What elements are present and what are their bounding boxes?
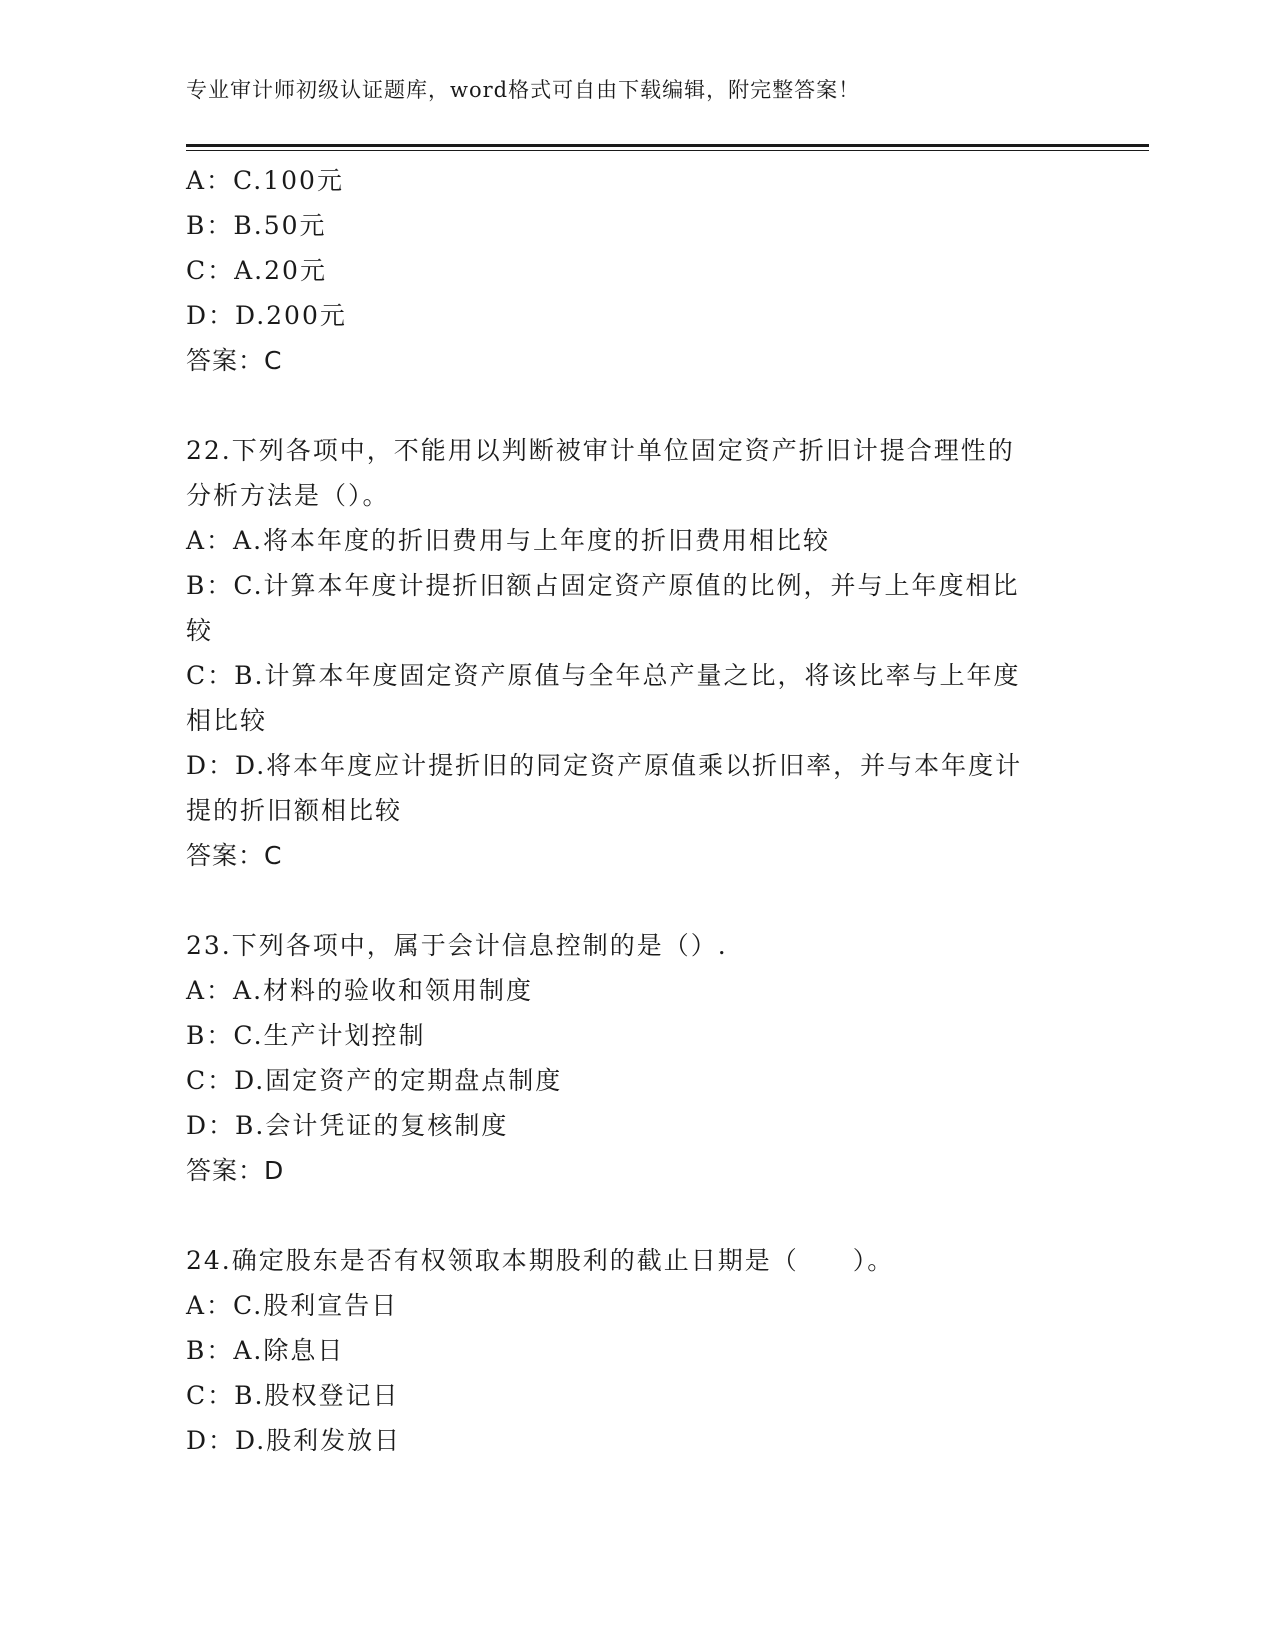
question-23 (186, 923, 1086, 1193)
question-21-options (186, 158, 1086, 383)
option-d: D：D.股利发放日 (186, 1426, 402, 1455)
option-c-continued: 相比较 (186, 706, 268, 735)
option-b: B：B.50元 (186, 211, 327, 240)
option-d: D：D.200元 (186, 301, 347, 330)
spacer (186, 1193, 1086, 1238)
option-c: C：B.股权登记日 (186, 1381, 400, 1410)
option-c: C：B.计算本年度固定资产原值与全年总产量之比，将该比率与上年度 (186, 661, 1021, 690)
question-text: 23.下列各项中，属于会计信息控制的是（）. (186, 931, 728, 960)
question-24 (186, 1238, 1086, 1463)
option-c: C：A.20元 (186, 256, 327, 285)
spacer (186, 383, 1086, 428)
question-text: 24.确定股东是否有权领取本期股利的截止日期是（ ）。 (186, 1246, 895, 1275)
option-b: B：C.生产计划控制 (186, 1021, 426, 1050)
header-rule-thick (186, 144, 1149, 147)
question-content (186, 158, 1086, 1463)
spacer (186, 878, 1086, 923)
option-b-continued: 较 (186, 616, 214, 645)
option-b: B：A.除息日 (186, 1336, 345, 1365)
question-text: 22.下列各项中，不能用以判断被审计单位固定资产折旧计提合理性的 (186, 436, 1015, 465)
option-d: D：B.会计凭证的复核制度 (186, 1111, 509, 1140)
page-header: 专业审计师初级认证题库，word格式可自由下载编辑，附完整答案！ (186, 78, 861, 102)
option-a: A：C.股利宣告日 (186, 1291, 399, 1320)
option-a: A：A.将本年度的折旧费用与上年度的折旧费用相比较 (186, 526, 831, 555)
answer: 答案：C (186, 346, 283, 375)
option-a: A：A.材料的验收和领用制度 (186, 976, 534, 1005)
question-text-continued: 分析方法是（）。 (186, 481, 390, 510)
option-c: C：D.固定资产的定期盘点制度 (186, 1066, 563, 1095)
header-rule-thin (186, 150, 1149, 151)
option-d-continued: 提的折旧额相比较 (186, 796, 403, 825)
option-a: A：C.100元 (186, 166, 344, 195)
question-22 (186, 428, 1086, 878)
option-b: B：C.计算本年度计提折旧额占固定资产原值的比例，并与上年度相比 (186, 571, 1020, 600)
answer: 答案：D (186, 1156, 285, 1185)
option-d: D：D.将本年度应计提折旧的同定资产原值乘以折旧率，并与本年度计 (186, 751, 1023, 780)
answer: 答案：C (186, 841, 283, 870)
